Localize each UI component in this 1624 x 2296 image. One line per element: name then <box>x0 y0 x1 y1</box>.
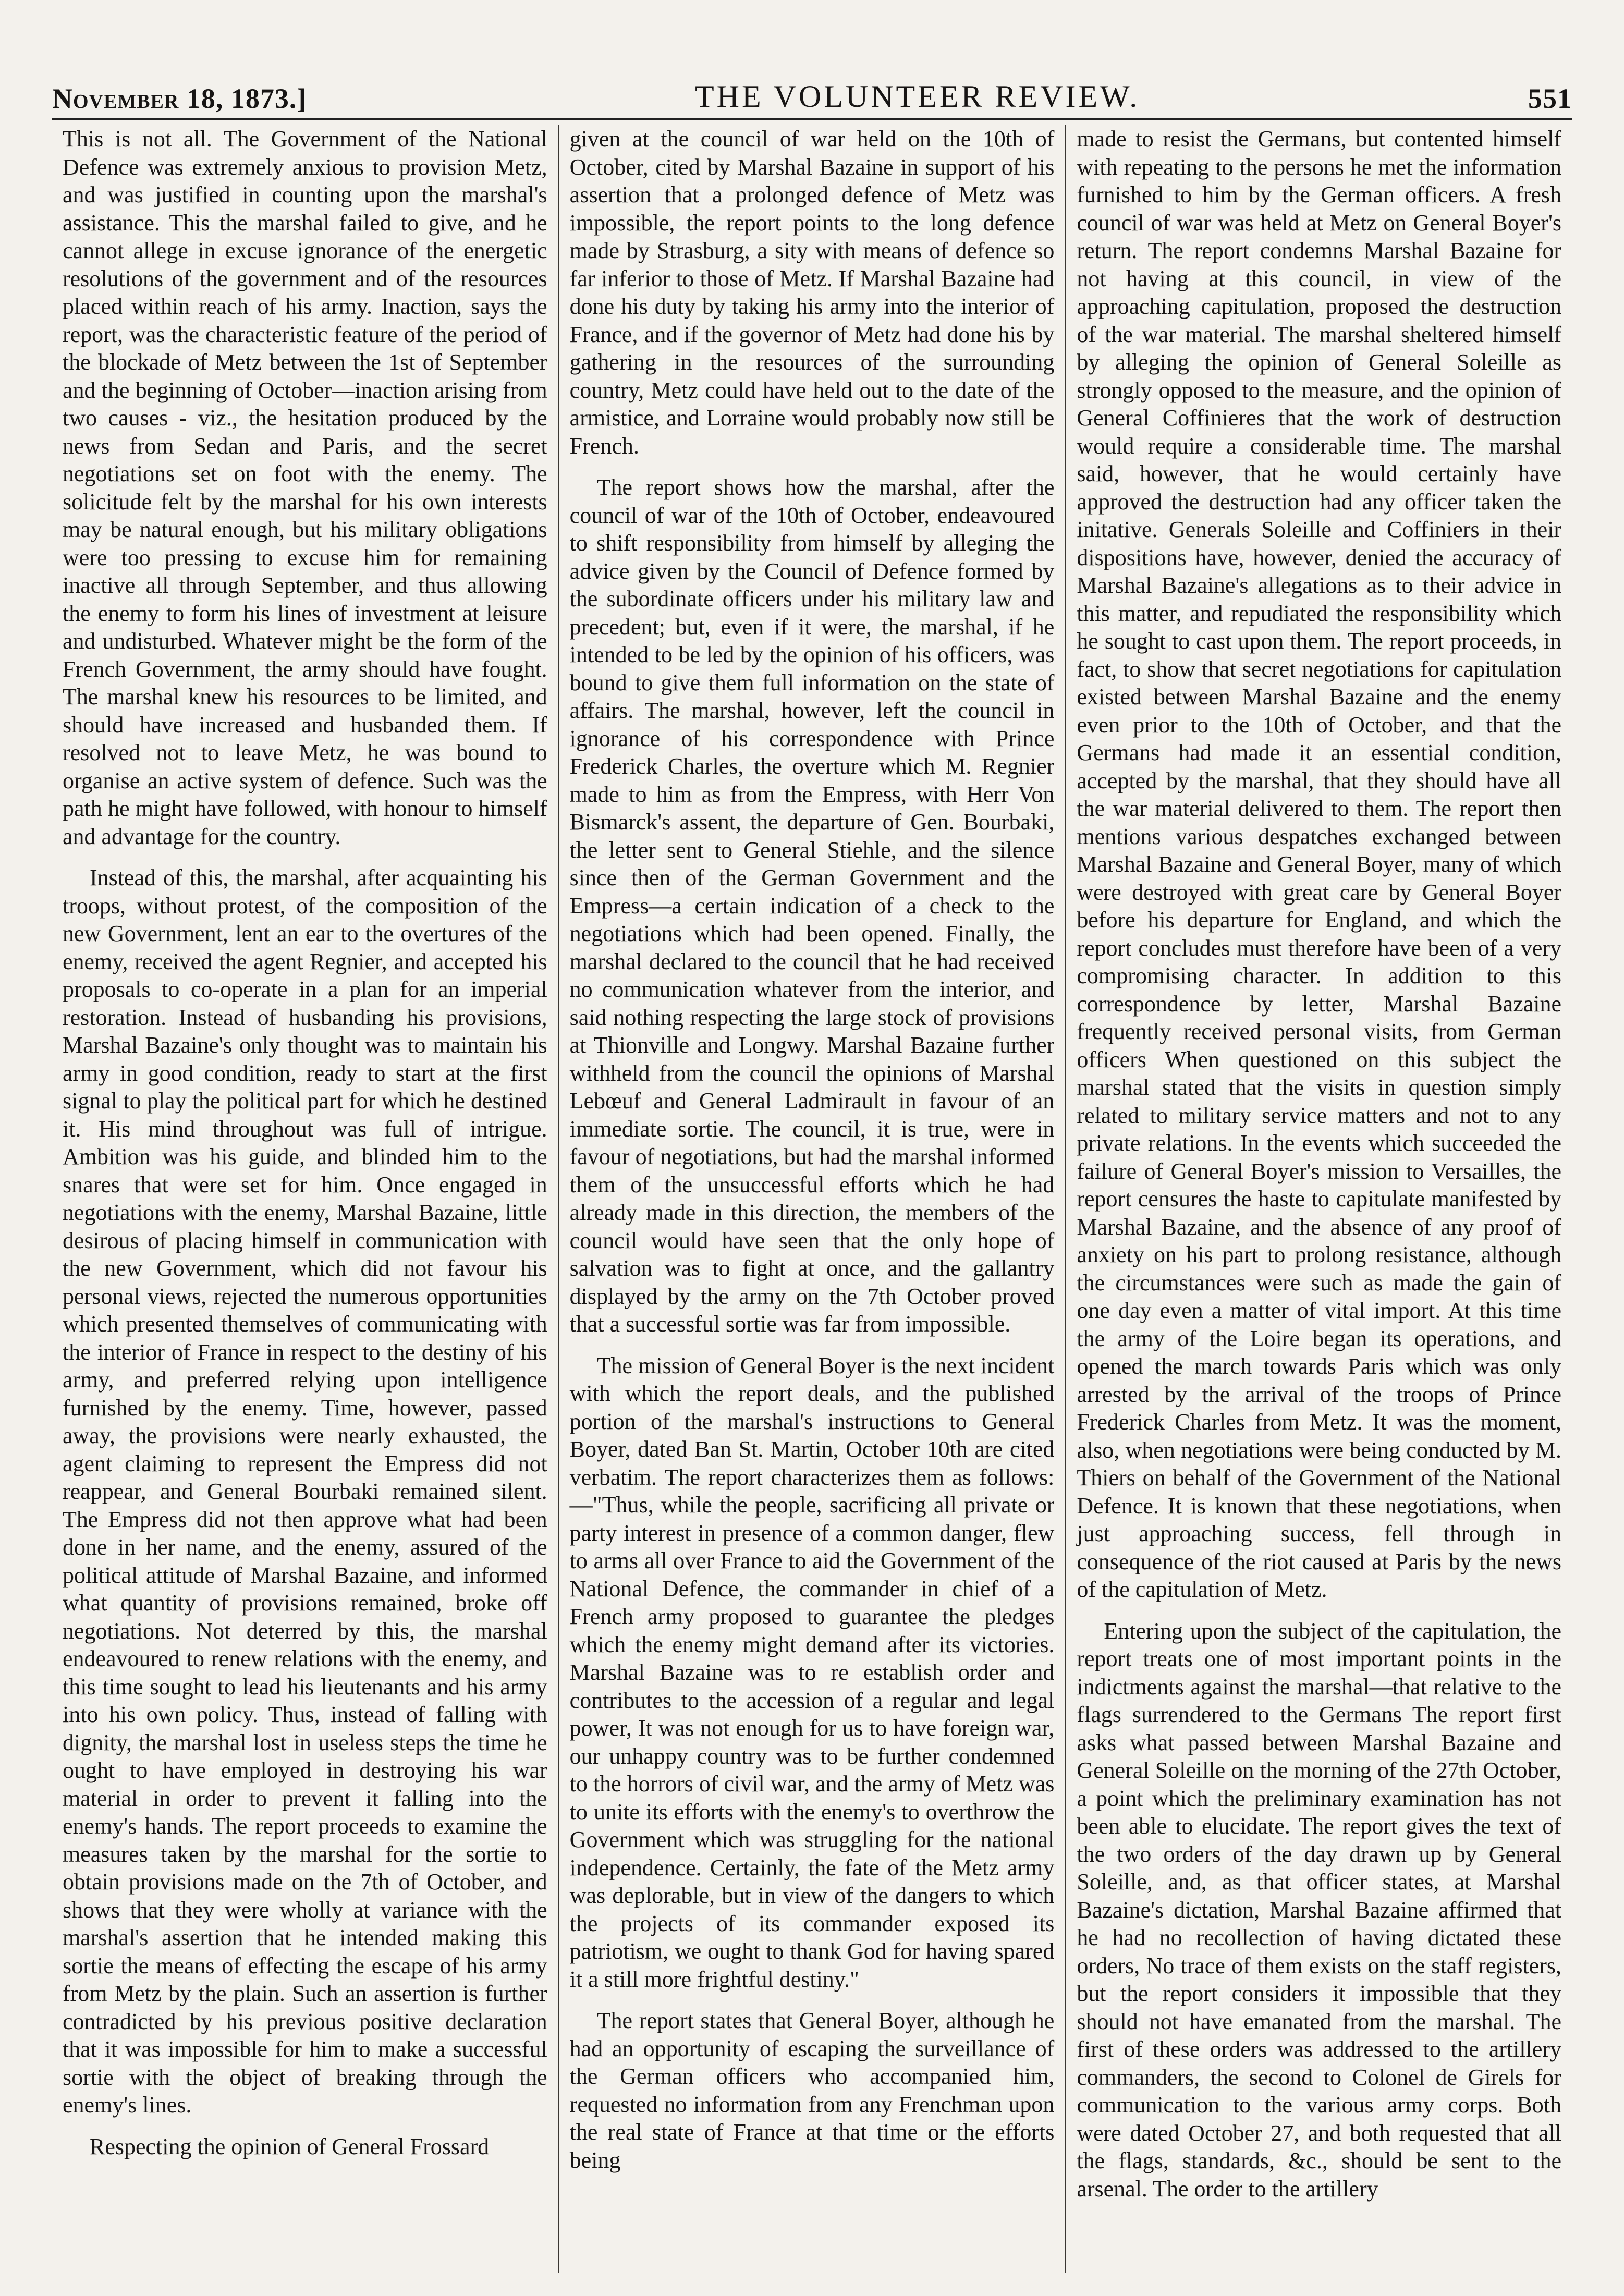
issue-date: November 18, 1873.] <box>52 83 307 114</box>
column-3 <box>1065 125 1572 2273</box>
paragraph: given at the council of war held on the 10th of October, cited by Marshal Bazaine in support of his assertion that a prolonged defence of Metz was impossible, the report points to the long defence made by Strasburg, a sity with means of defence so far inferior to those of Metz. If Marshal Bazaine had done his duty by taking his army into the interior of France, and if the governor of Metz had done his by gathering in the resources of the surrounding country, Metz could have held out to the date of the armistice, and Lorraine would probably now still be French. <box>569 126 1055 459</box>
header-rule <box>52 118 1572 120</box>
article-columns <box>52 125 1572 2273</box>
column-2 <box>558 125 1065 2273</box>
page-number: 551 <box>1528 83 1572 114</box>
paragraph: The mission of General Boyer is the next incident with which the report deals, and the published portion of the marshal's instructions to General Boyer, dated Ban St. Martin, October 10th are cited verbatim. The report characterizes them as follows:—"Thus, while the people, sacrificing all private or party interest in presence of a common danger, flew to arms all over France to aid the Government of the National Defence, the commander in chief of a French army proposed to guarantee the pledges which the enemy might demand after its victories. Marshal Bazaine was to re establish order and contributes to the accession of a regular and legal power, It was not enough for us to have foreign war, our unhappy country was to be further condemned to the horrors of civil war, and the army of Metz was to unite its efforts with the enemy's to overthrow the Government which was struggling for the national independence. Certainly, the fate of the Metz army was deplorable, but in view of the dangers to which the projects of its commander exposed its patriotism, we ought to thank God for having spared it a still more frightful destiny." <box>569 1352 1055 1992</box>
paragraph: Entering upon the subject of the capitulation, the report treats one of most important points in the indictments against the marshal—that relative to the flags surrendered to the Germans The report first asks what passed between Marshal Bazaine and General Soleille on the morning of the 27th October, a point which the preliminary examination has not been able to elucidate. The report gives the text of the two orders of the day drawn up by General Soleille, and, as that officer states, at Marshal Bazaine's dictation, Marshal Bazaine affirmed that he had no recollection of having dictated these orders, No trace of them exists on the staff registers, but the report considers it impossible that they should not have emanated from the marshal. The first of these orders was addressed to the artillery commanders, the second to Colonel de Girels for communication to the various army corps. Both were dated October 27, and both requested that all the flags, standards, &c., should be sent to the arsenal. The order to the artillery <box>1077 1618 1562 2202</box>
column-1 <box>52 125 558 2273</box>
paragraph: made to resist the Germans, but contented himself with repeating to the persons he met the information furnished to him by the German officers. A fresh council of war was held at Metz on General Boyer's return. The report condemns Marshal Bazaine for not having at this council, in view of the approaching capitulation, proposed the destruction of the war material. The marshal sheltered himself by alleging the opinion of General Soleille as strongly opposed to the measure, and the opinion of General Coffinieres that the work of destruction would require a considerable time. The marshal said, however, that he would certainly have approved the destruction had any officer taken the initative. Generals Soleille and Coffiniers in their dispositions have, however, denied the accuracy of Marshal Bazaine's allegations as to their advice in this matter, and repudiated the responsibility which he sought to cast upon them. The report proceeds, in fact, to show that secret negotiations for capitulation existed between Marshal Bazaine and the enemy even prior to the 10th of October, and that the Germans had made it an essential condition, accepted by the marshal, that they should have all the war material delivered to them. The report then mentions various despatches exchanged between Marshal Bazaine and General Boyer, many of which were destroyed with great care by General Boyer before his departure for England, and which the report concludes must therefore have been of a very compromising character. In addition to this correspondence by letter, Marshal Bazaine frequently received personal visits, from German officers When questioned on this subject the marshal stated that the visits in question simply related to military service matters and not to any private relations. In the events which succeeded the failure of General Boyer's mission to Versailles, the report censures the haste to capitulate manifested by Marshal Bazaine, and the absence of any proof of anxiety on his part to prolong resistance, although the circumstances were such as made the gain of one day even a matter of vital import. At this time the army of the Loire began its operations, and opened the march towards Paris which was only arrested by the arrival of the troops of Prince Frederick Charles from Metz. It was the moment, also, when negotiations were being conducted by M. Thiers on behalf of the Government of the National Defence. It is known that these negotiations, when just approaching success, fell through in consequence of the riot caused at Paris by the news of the capitulation of Metz. <box>1077 126 1562 1602</box>
publication-title: THE VOLUNTEER REVIEW. <box>695 79 1140 114</box>
paragraph: The report states that General Boyer, although he had an opportunity of escaping the surveillance of the German officers who accompanied him, requested no information from any Frenchman upon the real state of France at that time or the efforts being <box>569 2008 1055 2173</box>
paragraph: The report shows how the marshal, after the council of war of the 10th of October, endeavoured to shift responsibility from himself by alleging the advice given by the Council of Defence formed by the subordinate officers under his military law and precedent; but, even if it were, the marshal, if he intended to be led by the opinion of his officers, was bound to give them full information on the state of affairs. The marshal, however, left the council in ignorance of his correspondence with Prince Frederick Charles, the overture which M. Regnier made to him as from the Empress, with Herr Von Bismarck's assent, the departure of Gen. Bourbaki, the letter sent to General Stiehle, and the silence since then of the German Government and the Empress—a certain indication of a check to the negotiations which had been opened. Finally, the marshal declared to the council that he had received no communication whatever from the interior, and said nothing respecting the large stock of provisions at Thionville and Longwy. Marshal Bazaine further withheld from the council the opinions of Marshal Lebœuf and General Ladmirault in favour of an immediate sortie. The council, it is true, were in favour of negotiations, but had the marshal informed them of the unsuccessful efforts which he had already made in this direction, the members of the council would have seen that the only hope of salvation was to fight at once, and the gallantry displayed by the army on the 7th October proved that a successful sortie was far from impossible. <box>569 474 1055 1337</box>
paragraph: This is not all. The Government of the National Defence was extremely anxious to provision Metz, and was justified in counting upon the marshal's assistance. This the marshal failed to give, and he cannot allege in excuse ignorance of the energetic resolutions of the government and of the resources placed within reach of his army. Inaction, says the report, was the characteristic feature of the period of the blockade of Metz between the 1st of September and the beginning of October—inaction arising from two causes - viz., the hesitation produced by the news from Sedan and Paris, and the secret negotiations set on foot with the enemy. The solicitude felt by the marshal for his own interests may be natural enough, but his military obligations were too pressing to excuse him for remaining inactive all through September, and thus allowing the enemy to form his lines of investment at leisure and undisturbed. Whatever might be the form of the French Government, the army should have fought. The marshal knew his resources to be limited, and should have increased and husbanded them. If resolved not to leave Metz, he was bound to organise an active system of defence. Such was the path he might have followed, with honour to himself and advantage for the country. <box>63 126 547 849</box>
paragraph: Instead of this, the marshal, after acquainting his troops, without protest, of the composition of the new Government, lent an ear to the overtures of the enemy, received the agent Regnier, and accepted his proposals to co-operate in a plan for an imperial restoration. Instead of husbanding his provisions, Marshal Bazaine's only thought was to maintain his army in good condition, ready to start at the first signal to play the political part for which he destined it. His mind throughout was full of intrigue. Ambition was his guide, and blinded him to the snares that were set for him. Once engaged in negotiations with the enemy, Marshal Bazaine, little desirous of placing himself in communication with the new Government, which did not favour his personal views, rejected the numerous opportunities which presented themselves of communicating with the interior of France in respect to the destiny of his army, and preferred relying upon intelligence furnished by the enemy. Time, however, passed away, the provisions were nearly exhausted, the agent claiming to represent the Empress did not reappear, and General Bourbaki remained silent. The Empress did not then approve what had been done in her name, and the enemy, assured of the political attitude of Marshal Bazaine, and informed what quantity of provisions remained, broke off negotiations. Not deterred by this, the marshal endeavoured to renew relations with the enemy, and this time sought to lead his lieutenants and his army into his own policy. Thus, instead of falling with dignity, the marshal lost in useless steps the time he ought to have employed in destroying his war material in order to prevent it falling into the enemy's hands. The report proceeds to examine the measures taken by the marshal for the sortie to obtain provisions made on the 7th of October, and shows that they were wholly at variance with the marshal's assertion that he intended making this sortie the means of effecting the escape of his army from Metz by the plain. Such an assertion is further contradicted by his previous positive declaration that it was impossible for him to make a successful sortie with the object of breaking through the enemy's lines. <box>63 865 547 2118</box>
page-header <box>52 52 1572 115</box>
paragraph: Respecting the opinion of General Frossard <box>90 2133 490 2159</box>
